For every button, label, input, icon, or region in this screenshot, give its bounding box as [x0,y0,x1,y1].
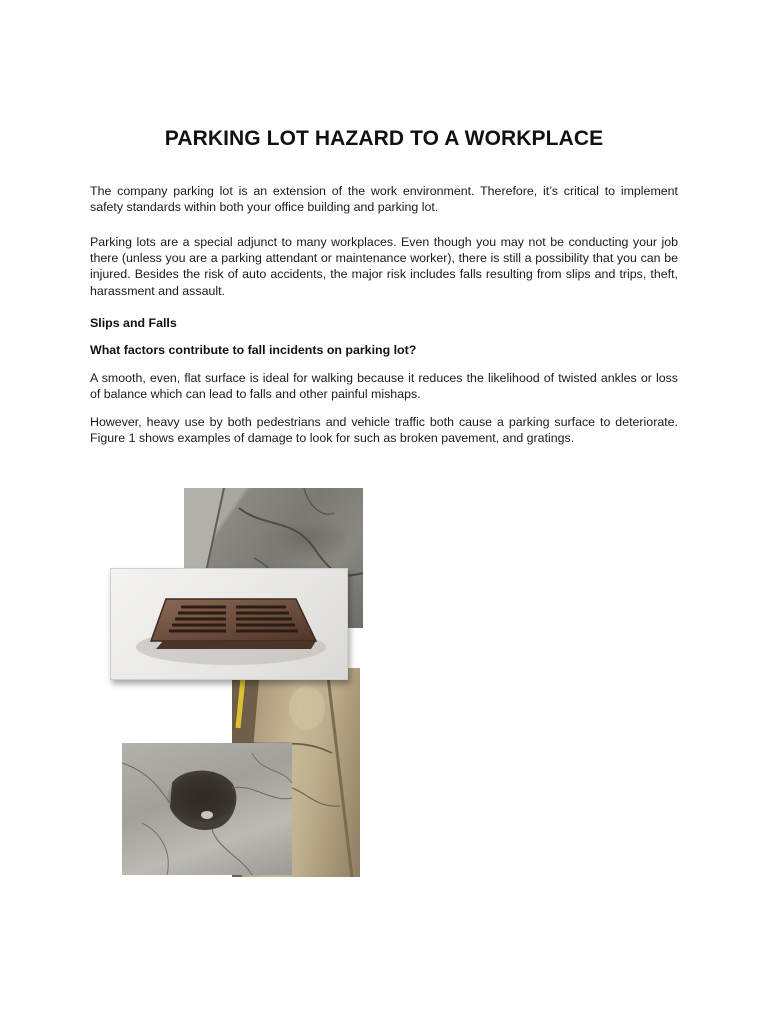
intro-paragraph: The company parking lot is an extension of the work environment. Therefore, it’s critical to implement safety standards within both your office building and parking lot. [90,184,678,215]
question-heading: What factors contribute to fall incidents on parking lot? [90,343,417,357]
adjunct-paragraph: Parking lots are a special adjunct to many workplaces. Even though you may not be conducting your job there (unless you are a parking attendant or maintenance worker), there is still a possibility that you can be injured. Besides the risk of auto accidents, the major risk includes falls resulting from slips and trips, theft, harassment and assault. [90,235,678,298]
storm-grate-photo [110,568,348,680]
pothole-photo [122,743,292,875]
deterioration-paragraph: However, heavy use by both pedestrians and vehicle traffic both cause a parking surface to deteriorate. Figure 1 shows examples of damage to look for such as broken pavement, and gratings. [90,415,678,446]
surface-paragraph: A smooth, even, flat surface is ideal for walking because it reduces the likelihood of twisted ankles or loss of balance which can lead to falls and other painful mishaps. [90,371,678,402]
page-title: PARKING LOT HAZARD TO A WORKPLACE [164,127,604,150]
section-heading-slips: Slips and Falls [90,316,177,330]
